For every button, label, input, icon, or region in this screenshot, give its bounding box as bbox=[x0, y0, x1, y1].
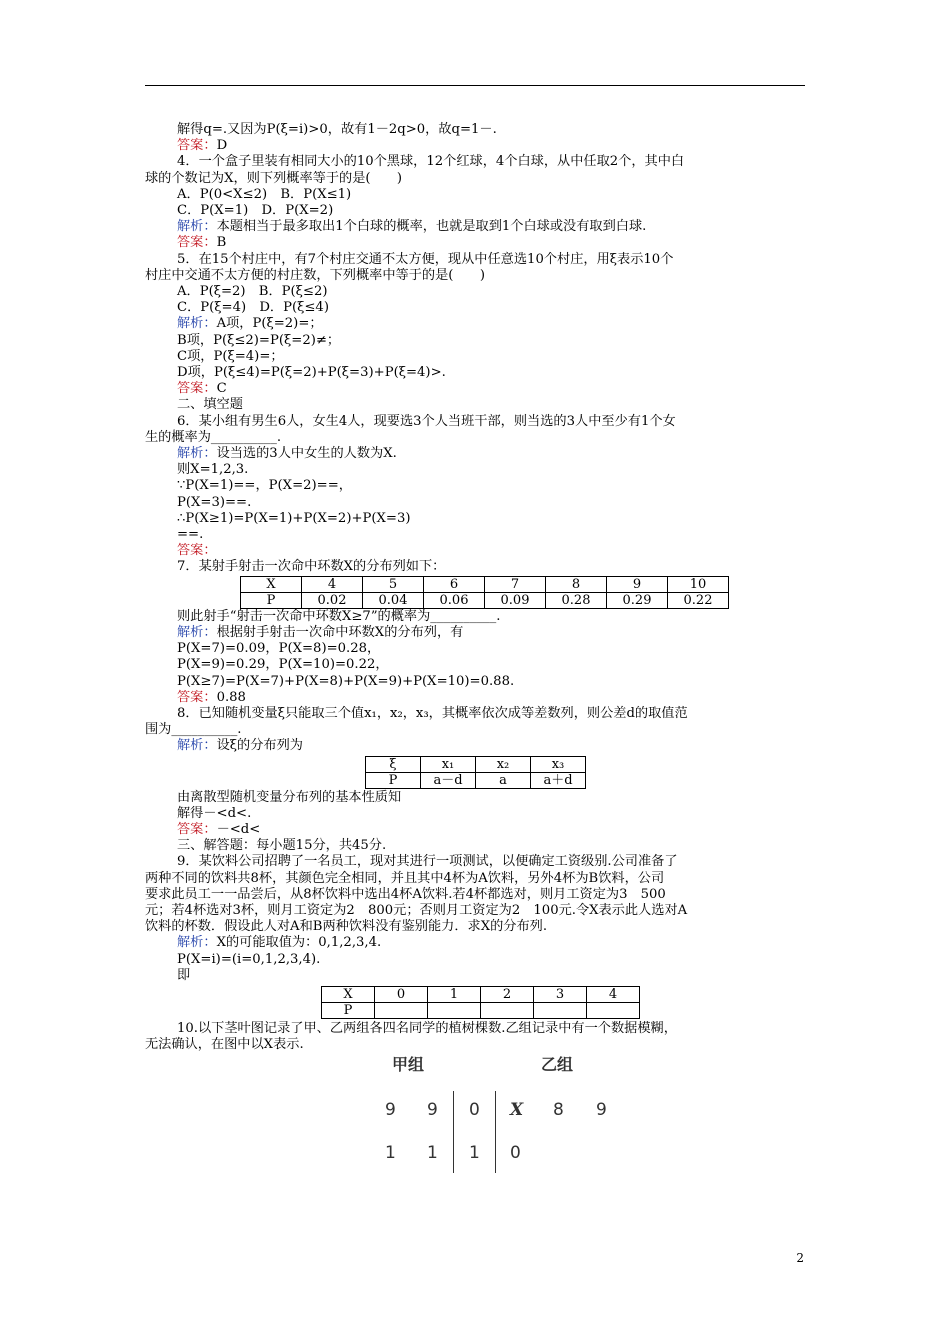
table-cell: 6 bbox=[424, 576, 485, 592]
answer-value: 0.88 bbox=[216, 689, 246, 705]
distribution-table-q8 bbox=[365, 756, 586, 789]
table-cell: 3 bbox=[534, 986, 587, 1002]
table-cell: P bbox=[366, 772, 421, 788]
table-cell: X bbox=[322, 986, 375, 1002]
answer-label: 答案： bbox=[177, 381, 217, 397]
leaf-value-unknown: X bbox=[510, 1100, 524, 1121]
leaf-value: 0 bbox=[510, 1143, 521, 1164]
answer-line bbox=[145, 235, 807, 251]
leaf-value: 9 bbox=[596, 1100, 607, 1121]
text-line: 围为__________. bbox=[145, 722, 242, 738]
analysis-text: A项，P(ξ=2)=； bbox=[216, 316, 323, 332]
table-cell: a－d bbox=[421, 772, 476, 788]
analysis-label: 解析： bbox=[177, 446, 217, 462]
table-cell: 5 bbox=[363, 576, 424, 592]
table-cell: 9 bbox=[607, 576, 668, 592]
leaf-value: 8 bbox=[553, 1100, 564, 1121]
answer-value: B bbox=[216, 235, 227, 251]
table-cell bbox=[534, 1002, 587, 1018]
analysis-label: 解析： bbox=[177, 935, 217, 951]
table-cell: x₁ bbox=[421, 756, 476, 772]
text-line: 球的个数记为X，则下列概率等于的是( ) bbox=[145, 170, 403, 186]
text-line: 两种不同的饮料共8杯，其颜色完全相同，并且其中4杯为A饮料，另外4杯为B饮料，公司 bbox=[145, 870, 665, 886]
text-line: P(X=3)==. bbox=[177, 494, 252, 510]
text-line: P(X=7)=0.09，P(X=8)=0.28， bbox=[177, 641, 381, 657]
table-cell: P bbox=[241, 592, 302, 608]
answer-line bbox=[145, 822, 807, 838]
table-cell: a bbox=[476, 772, 531, 788]
text-line: B项，P(ξ≤2)=P(ξ=2)≠； bbox=[177, 332, 341, 348]
section-heading: 二、填空题 bbox=[177, 397, 243, 413]
stem-divider-right bbox=[495, 1091, 496, 1173]
answer-label: 答案： bbox=[177, 689, 217, 705]
option-line: C．P(X=1) D．P(X=2) bbox=[177, 203, 334, 219]
text-line: 饮料的杯数．假设此人对A和B两种饮料没有鉴别能力．求X的分布列. bbox=[145, 919, 548, 935]
distribution-table-q9 bbox=[321, 986, 640, 1019]
answer-line bbox=[145, 690, 807, 706]
table-cell: 0.09 bbox=[485, 592, 546, 608]
section-heading: 三、解答题：每小题15分，共45分. bbox=[177, 838, 387, 854]
answer-value: D bbox=[216, 138, 228, 154]
text-line: 元；若4杯选对3杯，则月工资定为2 800元；否则月工资定为2 100元.令X表示此人选对A bbox=[145, 902, 688, 918]
table-cell: ξ bbox=[366, 756, 421, 772]
header-rule bbox=[145, 85, 805, 86]
table-cell bbox=[481, 1002, 534, 1018]
table-cell bbox=[428, 1002, 481, 1018]
text-line: P(X=9)=0.29，P(X=10)=0.22， bbox=[177, 657, 389, 673]
table-cell: 4 bbox=[302, 576, 363, 592]
table-cell: 0.22 bbox=[668, 592, 729, 608]
text-line: P(X=i)=(i=0,1,2,3,4). bbox=[177, 951, 321, 967]
answer-value: －<d< bbox=[216, 821, 261, 837]
answer-label: 答案： bbox=[177, 235, 217, 251]
document-body bbox=[145, 122, 807, 1179]
question-10: 10.以下茎叶图记录了甲、乙两组各四名同学的植树棵数.乙组记录中有一个数据模糊， bbox=[177, 1020, 677, 1036]
text-line: P(X≥7)=P(X=7)+P(X=8)+P(X=9)+P(X=10)=0.88. bbox=[177, 673, 515, 689]
table-cell: 4 bbox=[587, 986, 640, 1002]
distribution-table-q7 bbox=[240, 576, 729, 609]
answer-label: 答案： bbox=[177, 821, 217, 837]
stem-value: 1 bbox=[469, 1143, 480, 1164]
leaf-value: 1 bbox=[385, 1143, 396, 1164]
stem-value: 0 bbox=[469, 1100, 480, 1121]
table-cell: X bbox=[241, 576, 302, 592]
question-9: 9．某饮料公司招聘了一名员工，现对其进行一项测试，以便确定工资级别.公司准备了 bbox=[177, 854, 678, 870]
text-line: C项，P(ξ=4)=； bbox=[177, 348, 284, 364]
text-line: 则X=1,2,3. bbox=[177, 462, 249, 478]
table-cell: 10 bbox=[668, 576, 729, 592]
text-line: 要求此员工一一品尝后，从8杯饮料中选出4杯A饮料.若4杯都选对，则月工资定为3 500 bbox=[145, 886, 666, 902]
question-6: 6．某小组有男生6人，女生4人，现要选3个人当班干部，则当选的3人中至少有1个女 bbox=[177, 413, 676, 429]
text-line: 则此射手“射击一次命中环数X≥7”的概率为__________. bbox=[177, 608, 501, 624]
table-cell: x₂ bbox=[476, 756, 531, 772]
table-cell: 0.28 bbox=[546, 592, 607, 608]
page-number: 2 bbox=[796, 1251, 804, 1265]
analysis-line bbox=[145, 219, 807, 235]
text-line: ∵P(X=1)==，P(X=2)==， bbox=[177, 478, 352, 494]
answer-label: 答案： bbox=[177, 543, 217, 559]
text-line: D项，P(ξ≤4)=P(ξ=2)+P(ξ=3)+P(ξ=4)>. bbox=[177, 365, 446, 381]
table-row bbox=[322, 1002, 640, 1018]
leaf-value: 9 bbox=[427, 1100, 438, 1121]
stem-leaf-header-left: 甲组 bbox=[392, 1055, 425, 1075]
stem-divider-left bbox=[453, 1091, 454, 1173]
leaf-value: 9 bbox=[385, 1100, 396, 1121]
analysis-text: 设当选的3人中女生的人数为X. bbox=[216, 446, 397, 462]
table-cell: x₃ bbox=[531, 756, 586, 772]
analysis-label: 解析： bbox=[177, 738, 217, 754]
table-row bbox=[241, 592, 729, 608]
table-cell: 0.06 bbox=[424, 592, 485, 608]
table-cell: 0 bbox=[375, 986, 428, 1002]
text-line: 即 bbox=[177, 967, 191, 983]
table-cell: a＋d bbox=[531, 772, 586, 788]
analysis-text: 根据射手射击一次命中环数X的分布列，有 bbox=[216, 624, 464, 640]
answer-line bbox=[145, 543, 807, 559]
text-line: 生的概率为__________. bbox=[145, 429, 282, 445]
text-line: 解得q=.又因为P(ξ=i)>0，故有1－2q>0，故q=1－. bbox=[177, 122, 497, 137]
answer-line bbox=[145, 138, 807, 154]
leaf-value: 1 bbox=[427, 1143, 438, 1164]
option-line: C．P(ξ=4) D．P(ξ≤4) bbox=[177, 300, 329, 316]
stem-leaf-plot bbox=[145, 1057, 807, 1179]
analysis-label: 解析： bbox=[177, 219, 217, 235]
text-line: 无法确认，在图中以X表示. bbox=[145, 1037, 304, 1053]
table-cell: 0.04 bbox=[363, 592, 424, 608]
table-cell: 1 bbox=[428, 986, 481, 1002]
question-5: 5．在15个村庄中，有7个村庄交通不太方便，现从中任意选10个村庄，用ξ表示10个 bbox=[177, 251, 674, 267]
table-cell: 7 bbox=[485, 576, 546, 592]
answer-label: 答案： bbox=[177, 138, 217, 154]
table-cell: 8 bbox=[546, 576, 607, 592]
text-line: 村庄中交通不太方便的村庄数，下列概率中等于的是( ) bbox=[145, 267, 485, 283]
analysis-line bbox=[145, 935, 807, 951]
option-line: A．P(ξ=2) B．P(ξ≤2) bbox=[177, 284, 328, 300]
table-cell: 2 bbox=[481, 986, 534, 1002]
answer-line bbox=[145, 381, 807, 397]
text-line: 由离散型随机变量分布列的基本性质知 bbox=[177, 789, 402, 805]
table-cell bbox=[587, 1002, 640, 1018]
table-row bbox=[322, 986, 640, 1002]
table-row bbox=[366, 772, 586, 788]
analysis-line bbox=[145, 446, 807, 462]
option-line: A．P(0<X≤2) B．P(X≤1) bbox=[177, 186, 352, 202]
table-cell: 0.02 bbox=[302, 592, 363, 608]
text-line: ==. bbox=[177, 527, 204, 543]
text-line: ∴P(X≥1)=P(X=1)+P(X=2)+P(X=3) bbox=[177, 510, 411, 526]
analysis-line bbox=[145, 316, 807, 332]
text-line: 解得－<d<. bbox=[177, 805, 252, 821]
question-4: 4．一个盒子里装有相同大小的10个黑球，12个红球，4个白球，从中任取2个，其中白 bbox=[177, 154, 685, 170]
analysis-text: X的可能取值为：0,1,2,3,4. bbox=[216, 935, 382, 951]
analysis-label: 解析： bbox=[177, 624, 217, 640]
question-7: 7．某射手射击一次命中环数X的分布列如下： bbox=[177, 559, 446, 575]
analysis-text: 设ξ的分布列为 bbox=[216, 738, 303, 754]
answer-value: C bbox=[216, 381, 227, 397]
stem-leaf-header-right: 乙组 bbox=[541, 1055, 574, 1075]
table-cell: 0.29 bbox=[607, 592, 668, 608]
table-cell bbox=[375, 1002, 428, 1018]
table-row bbox=[366, 756, 586, 772]
analysis-line bbox=[145, 738, 807, 754]
analysis-line bbox=[145, 625, 807, 641]
analysis-text: 本题相当于最多取出1个白球的概率，也就是取到1个白球或没有取到白球. bbox=[216, 219, 647, 235]
table-row bbox=[241, 576, 729, 592]
question-8: 8．已知随机变量ξ只能取三个值x₁，x₂，x₃，其概率依次成等差数列，则公差d的取值范 bbox=[177, 705, 688, 721]
table-cell: P bbox=[322, 1002, 375, 1018]
analysis-label: 解析： bbox=[177, 316, 217, 332]
